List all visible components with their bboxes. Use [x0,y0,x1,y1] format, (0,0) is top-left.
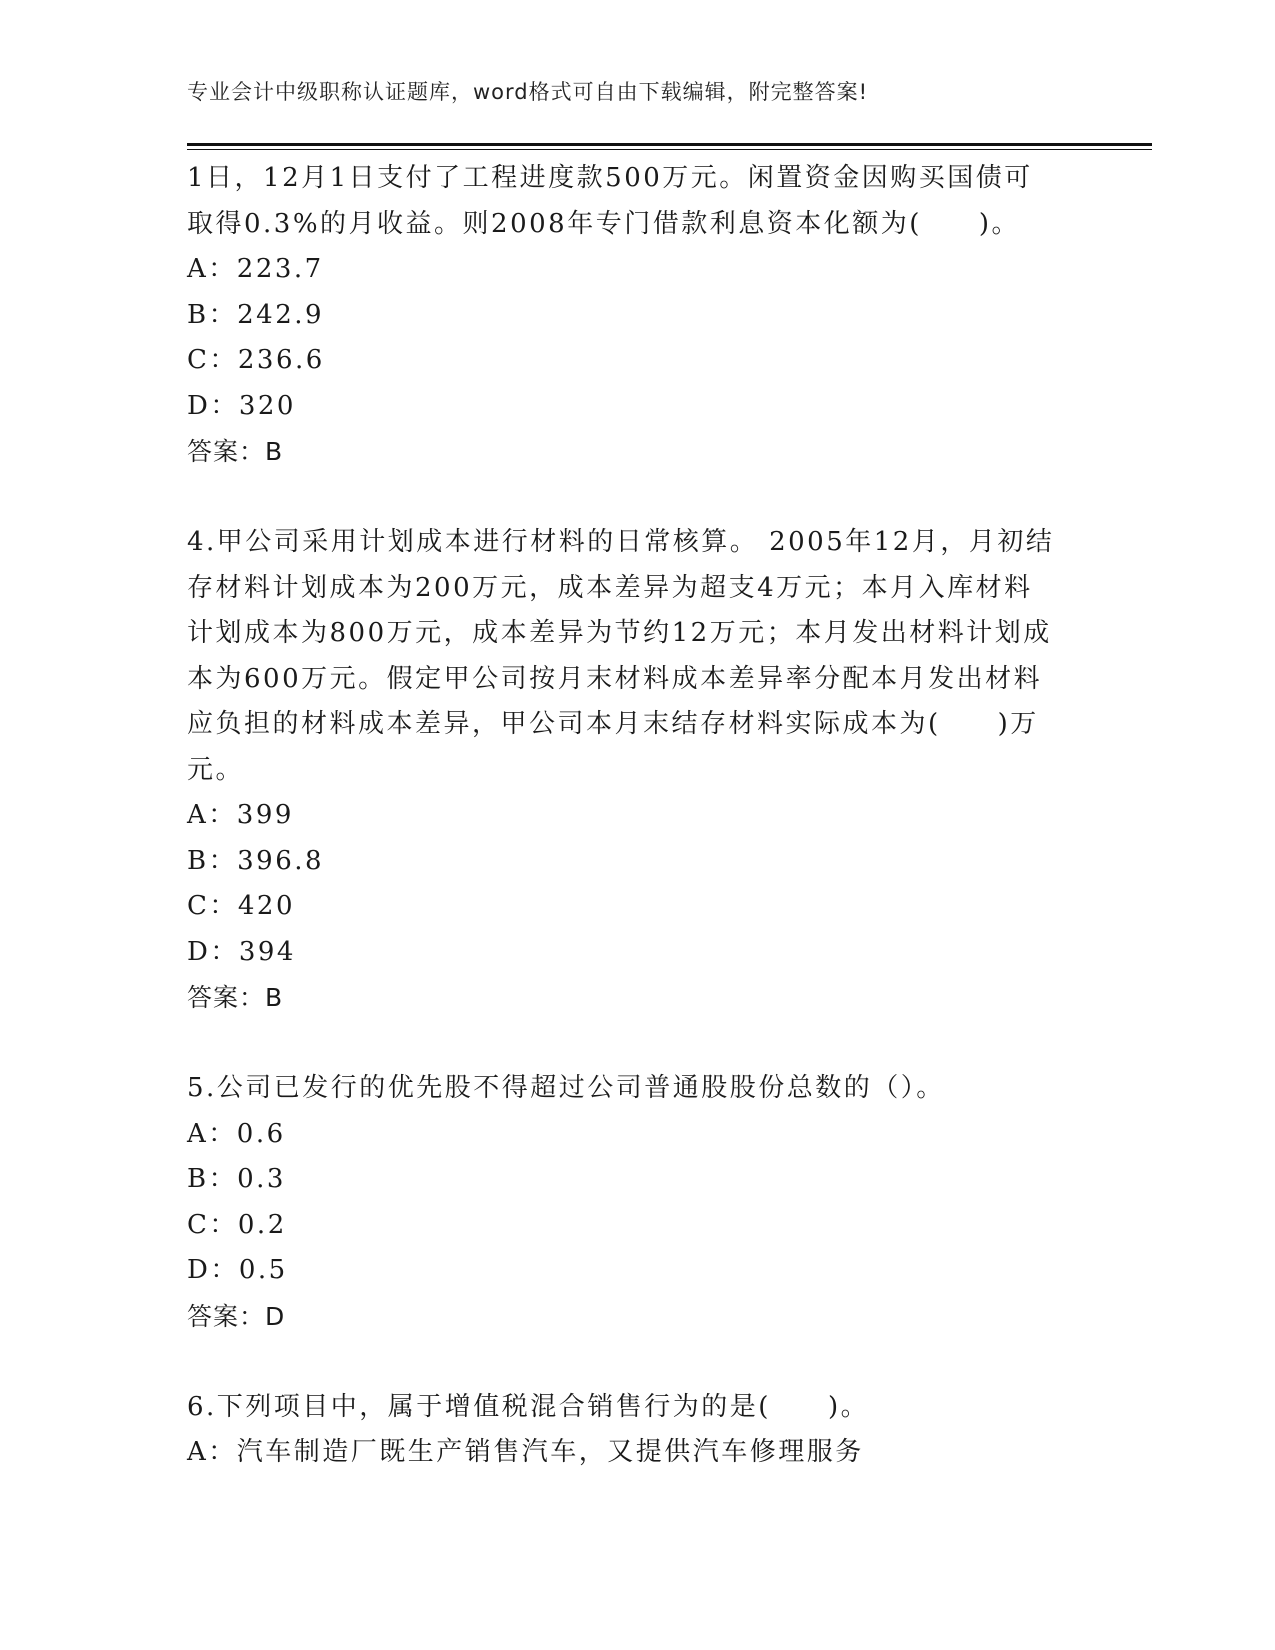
header-rule-thick [187,143,1152,146]
option-a: A：223.7 [187,254,324,284]
question-stem-line: 本为600万元。假定甲公司按月末材料成本差异率分配本月发出材料 [187,663,1043,694]
option-a: A：汽车制造厂既生产销售汽车，又提供汽车修理服务 [187,1437,864,1467]
question-stem-line: 5.公司已发行的优先股不得超过公司普通股股份总数的（）。 [187,1073,945,1103]
question-stem-line: 计划成本为800万元，成本差异为节约12万元；本月发出材料计划成 [187,618,1052,648]
question-stem-line: 取得0.3%的月收益。则2008年专门借款利息资本化额为( )。 [187,208,1021,239]
question-block [187,520,1087,1021]
page-header: 专业会计中级职称认证题库，word格式可自由下载编辑，附完整答案! [187,80,869,104]
question-stem-line: 1日，12月1日支付了工程进度款500万元。闲置资金因购买国债可 [187,163,1033,193]
option-b: B：0.3 [187,1164,286,1194]
option-b: B：242.9 [187,299,325,330]
spacer [187,475,1087,521]
question-list [187,156,1087,1476]
option-a: A：0.6 [187,1118,286,1149]
option-c: C：236.6 [187,345,325,375]
option-c: C：0.2 [187,1209,287,1240]
answer-line: 答案：B [187,983,284,1012]
question-block [187,156,1087,475]
option-d: D：394 [187,936,296,967]
answer-line: 答案：B [187,437,284,466]
question-block [187,1066,1087,1339]
question-stem-line: 存材料计划成本为200万元，成本差异为超支4万元；本月入库材料 [187,572,1033,603]
question-stem-line: 4.甲公司采用计划成本进行材料的日常核算。 2005年12月，月初结 [187,527,1055,557]
spacer [187,1339,1087,1385]
header-rule-thin [187,149,1152,150]
option-b: B：396.8 [187,845,325,876]
question-stem-line: 元。 [187,754,245,785]
option-a: A：399 [187,800,294,830]
question-block [187,1385,1087,1476]
option-d: D：0.5 [187,1255,288,1285]
spacer [187,1021,1087,1067]
option-c: C：420 [187,891,296,921]
question-stem-line: 6.下列项目中，属于增值税混合销售行为的是( )。 [187,1391,870,1422]
question-stem-line: 应负担的材料成本差异，甲公司本月末结存材料实际成本为( )万 [187,709,1039,739]
option-d: D：320 [187,390,296,421]
answer-line: 答案：D [187,1301,286,1331]
